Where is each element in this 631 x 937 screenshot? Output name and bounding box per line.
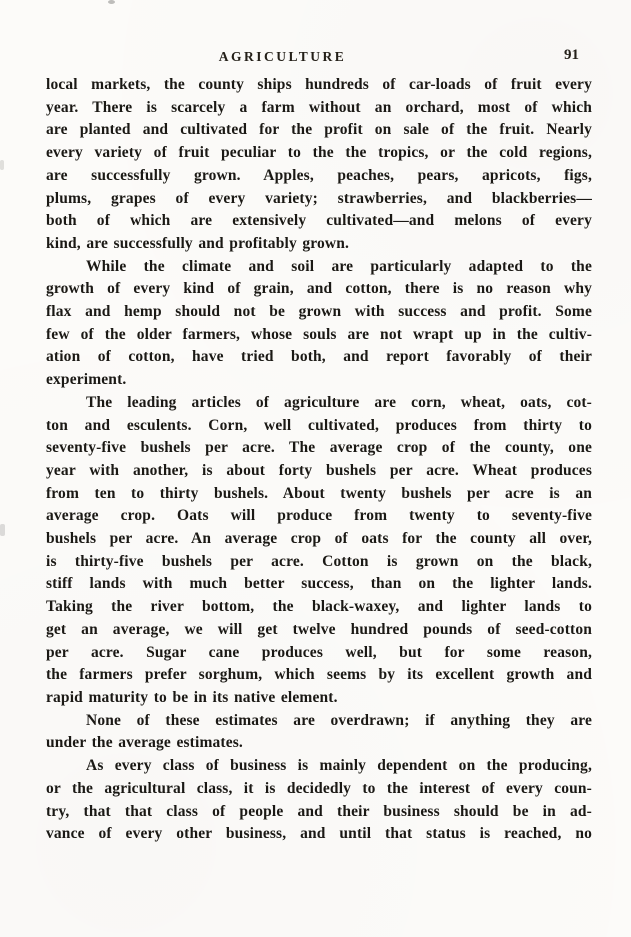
text-line: seventy-five bushels per acre. The average crop of the county, one [46,439,592,457]
page-body [46,74,592,846]
page-number: 91 [564,47,579,63]
text-line: The leading articles of agriculture are corn, wheat, oats, cot- [86,393,592,411]
text-line: year with another, is about forty bushels per acre. Wheat produces [46,461,592,479]
text-line: the farmers prefer sorghum, which seems by its excellent growth and [46,666,592,684]
text-line: try, that that class of people and their business should be in ad- [46,802,592,820]
page-header [0,49,631,67]
text-line: year. There is scarcely a farm without an orchard, most of which [46,98,592,116]
text-line: bushels per acre. An average crop of oats for the county all over, [46,530,592,548]
text-line: or the agricultural class, it is decidedly to the interest of every coun- [46,779,592,797]
running-title: AGRICULTURE [218,49,347,64]
text-line: rapid maturity to be in its native element. [46,688,338,706]
text-line: None of these estimates are overdrawn; if anything they are [86,711,592,729]
text-line: every variety of fruit peculiar to the the tropics, or the cold regions, [46,144,592,162]
scan-speck [0,524,5,536]
text-line: per acre. Sugar cane produces well, but for some reason, [46,643,592,661]
text-line: stiff lands with much better success, than on the lighter lands. [46,575,592,593]
text-line: get an average, we will get twelve hundred pounds of seed-cotton [46,620,592,638]
text-line: ation of cotton, have tried both, and report favorably of their [46,348,592,366]
text-line: ton and esculents. Corn, well cultivated, produces from thirty to [46,416,592,434]
text-line: While the climate and soil are particularly adapted to the [86,257,592,275]
text-line: Taking the river bottom, the black-waxey, and lighter lands to [46,598,592,616]
text-line: are successfully grown. Apples, peaches, pears, apricots, figs, [46,166,592,184]
text-line: local markets, the county ships hundreds of car-loads of fruit every [46,76,592,93]
text-line: both of which are extensively cultivated—and melons of every [46,212,592,230]
text-line: experiment. [46,371,127,389]
text-line: growth of every kind of grain, and cotton, there is no reason why [46,280,592,298]
text-line: is thirty-five bushels per acre. Cotton is grown on the black, [46,552,592,570]
text-line: few of the older farmers, whose souls are not wrapt up in the cultiv- [46,325,592,343]
text-line: vance of every other business, and until that status is reached, no [46,825,592,843]
text-line: As every class of business is mainly dependent on the producing, [86,757,592,775]
text-line: plums, grapes of every variety; strawberries, and blackberries— [46,189,592,207]
text-line: flax and hemp should not be grown with success and profit. Some [46,303,592,321]
scan-speck [108,0,115,4]
text-line: from ten to thirty bushels. About twenty bushels per acre is an [46,484,592,502]
text-line: under the average estimates. [46,734,243,752]
text-line: are planted and cultivated for the profit on sale of the fruit. Nearly [46,121,592,139]
text-line: kind, are successfully and profitably grown. [46,234,350,252]
text-line: average crop. Oats will produce from twenty to seventy-five [46,507,592,525]
scan-speck [0,160,4,170]
